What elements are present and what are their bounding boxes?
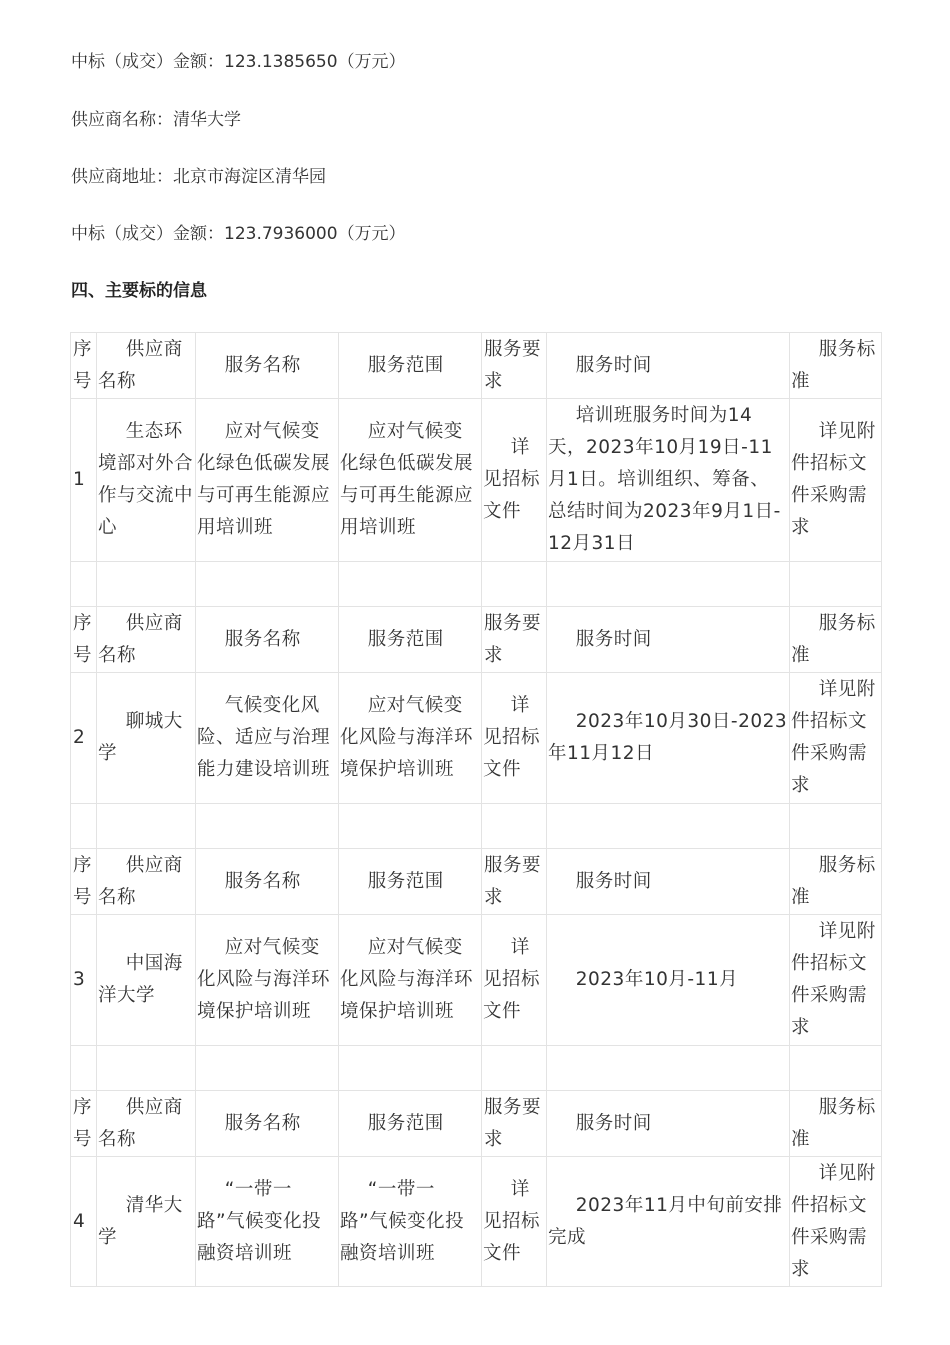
header-supplier: 供应商名称 <box>97 607 196 673</box>
header-no: 序号 <box>71 607 97 673</box>
header-requirement: 服务要求 <box>482 607 547 673</box>
award-amount-line-1: 中标（成交）金额：123.1385650（万元） <box>71 52 406 72</box>
cell-service-name: 气候变化风险、适应与治理能力建设培训班 <box>196 673 339 804</box>
cell-no: 4 <box>71 1157 97 1287</box>
supplier-name-line: 供应商名称：清华大学 <box>71 110 241 130</box>
table-header-row <box>71 607 882 673</box>
header-requirement: 服务要求 <box>482 849 547 915</box>
table-header-row <box>71 333 882 399</box>
header-service-scope: 服务范围 <box>339 333 482 399</box>
cell-service-time: 2023年11月中旬前安排完成 <box>547 1157 790 1287</box>
award-amount-line-2: 中标（成交）金额：123.7936000（万元） <box>71 224 406 244</box>
cell-no: 3 <box>71 915 97 1046</box>
header-no: 序号 <box>71 849 97 915</box>
cell-supplier: 中国海洋大学 <box>97 915 196 1046</box>
table-header-row <box>71 1091 882 1157</box>
procurement-table <box>70 332 882 1287</box>
header-service-scope: 服务范围 <box>339 849 482 915</box>
cell-service-scope: 应对气候变化绿色低碳发展与可再生能源应用培训班 <box>339 399 482 562</box>
header-standard: 服务标准 <box>790 849 882 915</box>
header-service-name: 服务名称 <box>196 333 339 399</box>
cell-service-scope: “一带一路”气候变化投融资培训班 <box>339 1157 482 1287</box>
cell-standard: 详见附件招标文件采购需求 <box>790 399 882 562</box>
table-header-row <box>71 849 882 915</box>
header-supplier: 供应商名称 <box>97 1091 196 1157</box>
cell-no: 2 <box>71 673 97 804</box>
header-service-name: 服务名称 <box>196 607 339 673</box>
header-service-time: 服务时间 <box>547 1091 790 1157</box>
spacer-row <box>71 562 882 607</box>
table-row <box>71 915 882 1046</box>
header-service-scope: 服务范围 <box>339 1091 482 1157</box>
table-row <box>71 1157 882 1287</box>
header-service-scope: 服务范围 <box>339 607 482 673</box>
spacer-row <box>71 1046 882 1091</box>
header-no: 序号 <box>71 1091 97 1157</box>
cell-standard: 详见附件招标文件采购需求 <box>790 1157 882 1287</box>
cell-service-time: 2023年10月30日-2023年11月12日 <box>547 673 790 804</box>
header-standard: 服务标准 <box>790 1091 882 1157</box>
cell-service-name: 应对气候变化风险与海洋环境保护培训班 <box>196 915 339 1046</box>
cell-supplier: 生态环境部对外合作与交流中心 <box>97 399 196 562</box>
cell-no: 1 <box>71 399 97 562</box>
cell-service-time: 2023年10月-11月 <box>547 915 790 1046</box>
cell-standard: 详见附件招标文件采购需求 <box>790 673 882 804</box>
supplier-address-line: 供应商地址：北京市海淀区清华园 <box>71 167 326 187</box>
cell-requirement: 详见招标文件 <box>482 915 547 1046</box>
header-standard: 服务标准 <box>790 607 882 673</box>
header-supplier: 供应商名称 <box>97 333 196 399</box>
cell-service-scope: 应对气候变化风险与海洋环境保护培训班 <box>339 915 482 1046</box>
table-row <box>71 399 882 562</box>
cell-service-name: “一带一路”气候变化投融资培训班 <box>196 1157 339 1287</box>
header-service-time: 服务时间 <box>547 607 790 673</box>
cell-standard: 详见附件招标文件采购需求 <box>790 915 882 1046</box>
header-service-name: 服务名称 <box>196 849 339 915</box>
header-requirement: 服务要求 <box>482 333 547 399</box>
header-standard: 服务标准 <box>790 333 882 399</box>
cell-requirement: 详见招标文件 <box>482 673 547 804</box>
cell-service-time: 培训班服务时间为14天，2023年10月19日-11月1日。培训组织、筹备、总结时间为2023年9月1日-12月31日 <box>547 399 790 562</box>
header-supplier: 供应商名称 <box>97 849 196 915</box>
header-no: 序号 <box>71 333 97 399</box>
header-service-time: 服务时间 <box>547 849 790 915</box>
header-service-time: 服务时间 <box>547 333 790 399</box>
cell-service-name: 应对气候变化绿色低碳发展与可再生能源应用培训班 <box>196 399 339 562</box>
cell-requirement: 详见招标文件 <box>482 399 547 562</box>
section-heading: 四、主要标的信息 <box>71 281 207 301</box>
cell-supplier: 清华大学 <box>97 1157 196 1287</box>
cell-supplier: 聊城大学 <box>97 673 196 804</box>
header-service-name: 服务名称 <box>196 1091 339 1157</box>
cell-service-scope: 应对气候变化风险与海洋环境保护培训班 <box>339 673 482 804</box>
table-row <box>71 673 882 804</box>
header-requirement: 服务要求 <box>482 1091 547 1157</box>
spacer-row <box>71 804 882 849</box>
cell-requirement: 详见招标文件 <box>482 1157 547 1287</box>
